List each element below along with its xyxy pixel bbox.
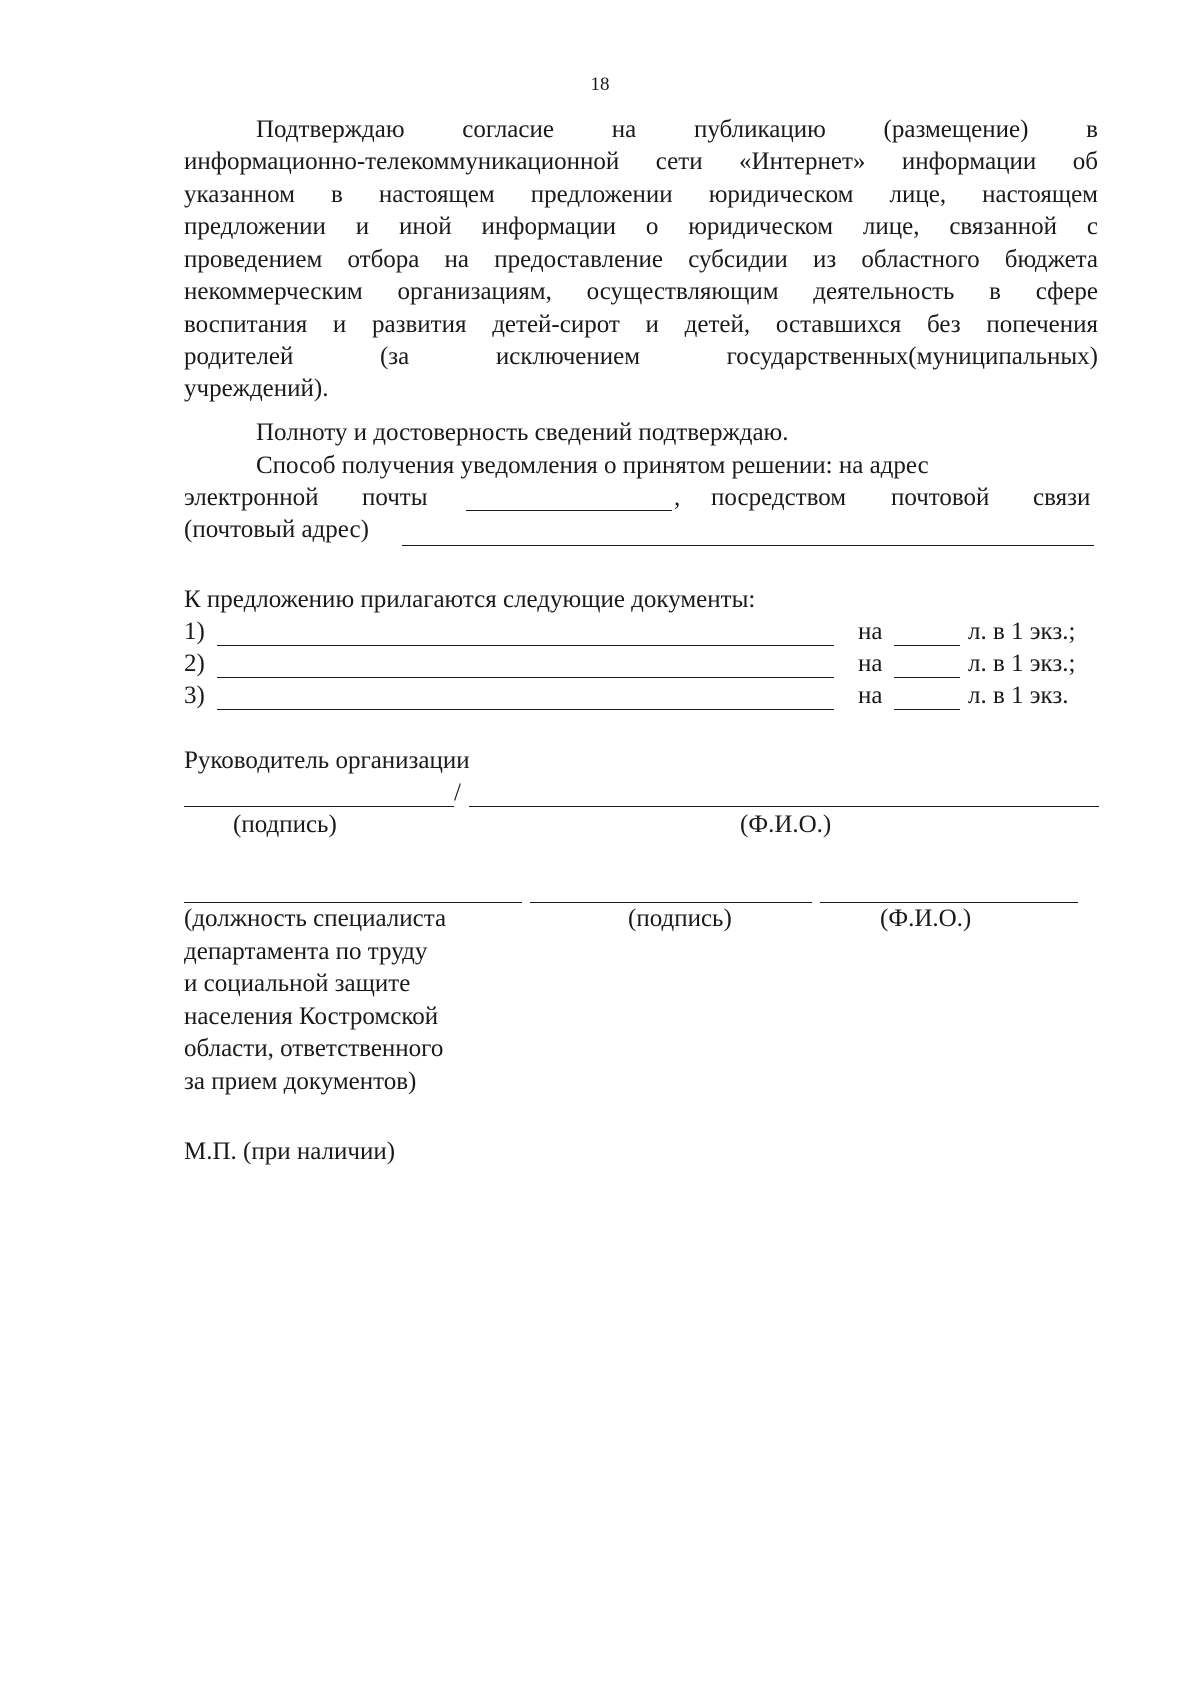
consent-line-2: информационно-телекоммуникационной сети «Интернет» информации об (184, 148, 1098, 175)
consent-word: публикацию (693, 116, 826, 143)
attachment-name-field[interactable] (217, 709, 834, 710)
consent-paragraph (184, 114, 1098, 406)
consent-line-7: воспитания и развития детей-сирот и детей, оставшихся без попечения (184, 310, 1098, 338)
attachment-on-label: на (858, 682, 883, 709)
notification-line-1 (256, 450, 1098, 482)
consent-word: (размещение) (883, 116, 1029, 143)
caption-line: (должность специалиста (184, 905, 447, 932)
caption-line: населения Костромской (184, 1002, 439, 1030)
consent-word: Подтверждаю (256, 116, 405, 143)
consent-word: (за (379, 343, 410, 370)
attachment-copies-label: л. в 1 экз.; (968, 650, 1076, 677)
head-signature-line[interactable] (184, 806, 454, 807)
address-label: (почтовый адрес) (184, 516, 369, 543)
head-slash: / (454, 779, 461, 806)
attachment-name-field[interactable] (217, 645, 834, 646)
consent-line-3: указанном в настоящем предложении юридическом лице, настоящем (184, 180, 1098, 208)
stamp-note: М.П. (при наличии) (184, 1138, 396, 1165)
specialist-fio-caption: (Ф.И.О.) (880, 905, 972, 932)
attachment-name-field[interactable] (217, 677, 834, 678)
head-signature-caption: (подпись) (233, 811, 337, 838)
attachment-copies-label: л. в 1 экз. (968, 682, 1069, 709)
consent-word: государственных(муниципальных) (726, 343, 1098, 370)
consent-line-6: некоммерческим организациям, осуществляющим деятельность в сфере (184, 278, 1098, 305)
attachments-heading: К предложению прилагаются следующие документы: (184, 586, 756, 613)
postal-label-c: связи (1033, 484, 1091, 511)
attachment-num: 2) (184, 650, 205, 677)
head-title: Руководитель организации (184, 747, 470, 774)
consent-word: согласие (462, 116, 554, 143)
email-field-line[interactable] (466, 510, 672, 511)
postal-label-b: почтовой (891, 484, 990, 511)
address-field-line[interactable] (402, 545, 1094, 546)
consent-word: на (611, 116, 637, 143)
attachment-on-label: на (858, 618, 883, 645)
email-label-b: почты (362, 484, 428, 511)
caption-line: за прием документов) (184, 1067, 417, 1095)
consent-line-8 (184, 341, 1098, 373)
consent-word: родителей (184, 343, 294, 370)
consent-line-5: проведением отбора на предоставление субсидии из областного бюджета (184, 245, 1098, 273)
head-fio-line[interactable] (469, 806, 1099, 807)
attachment-pages-field[interactable] (894, 645, 960, 646)
attachment-num: 1) (184, 618, 205, 645)
specialist-position-caption (184, 903, 446, 1098)
head-fio-caption: (Ф.И.О.) (740, 811, 832, 838)
attachment-on-label: на (858, 650, 883, 677)
caption-line: области, ответственного (184, 1035, 444, 1062)
consent-word: в (1086, 116, 1098, 143)
specialist-signature-caption: (подпись) (628, 905, 732, 932)
email-label-a: электронной (184, 484, 319, 511)
email-comma: , (674, 484, 681, 511)
consent-word: исключением (495, 343, 641, 370)
completeness-statement: Полноту и достоверность сведений подтверждаю. (256, 419, 789, 446)
caption-line: и социальной защите (184, 970, 411, 997)
consent-line-4: предложении и иной информации о юридическом лице, связанной с (184, 213, 1098, 240)
caption-line: департамента по труду (184, 937, 428, 965)
postal-label-a: посредством (711, 484, 847, 511)
consent-line-1 (184, 114, 1098, 146)
attachment-num: 3) (184, 682, 205, 709)
attachment-pages-field[interactable] (894, 709, 960, 710)
attachment-copies-label: л. в 1 экз.; (968, 618, 1076, 645)
notification-text: Способ получения уведомления о принятом решении: на адрес (256, 452, 929, 479)
page-number: 18 (590, 74, 610, 95)
consent-line-9: учреждений). (184, 375, 329, 402)
attachment-pages-field[interactable] (894, 677, 960, 678)
